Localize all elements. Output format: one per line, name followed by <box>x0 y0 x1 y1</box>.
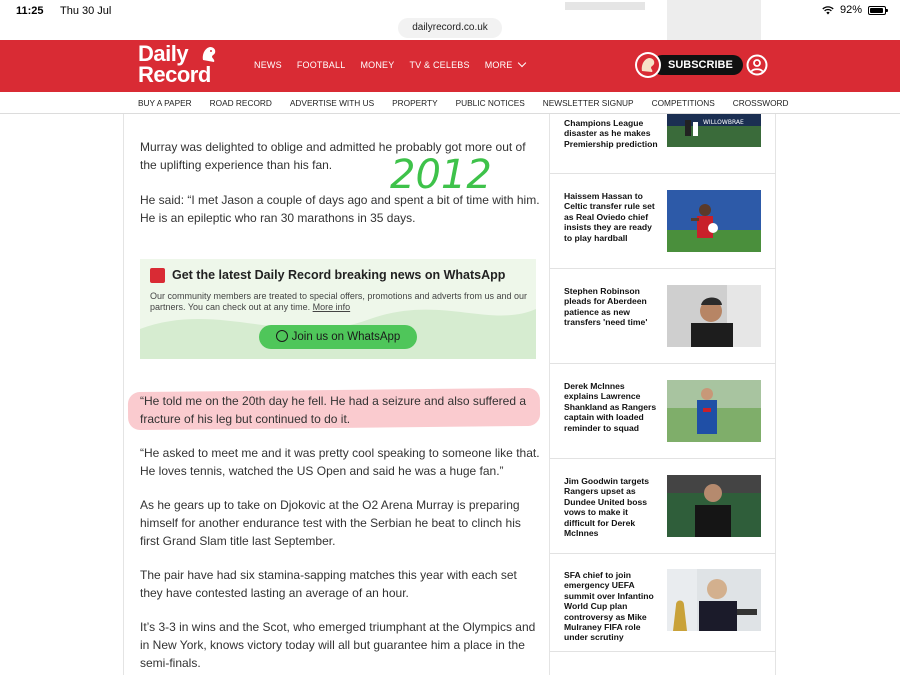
article-paragraph: As he gears up to take on Djokovic at the O2 Arena Murray is preparing himself for another endurance test with the Serbian he beat to clinch his first Grand Slam title last September. <box>140 498 521 548</box>
svg-text:WILLOWBRAE: WILLOWBRAE <box>703 119 744 126</box>
article-paragraph: He said: “I met Jason a couple of days ago and spent a bit of time with him. He is an epileptic who ran 30 marathons in 35 days. <box>140 193 540 225</box>
account-icon[interactable] <box>746 54 768 76</box>
sidebar-story-title: Haissem Hassan to Celtic transfer rule set as Real Oviedo chief insists they are ready to play hardball <box>564 191 655 243</box>
logo-line-2: Record <box>138 62 211 87</box>
article-paragraph: Murray was delighted to oblige and admitted he probably got more out of the uplifting experience than his fan. <box>140 140 526 172</box>
main-nav <box>254 60 525 70</box>
article-body <box>123 114 550 675</box>
sidebar-story[interactable] <box>550 269 776 364</box>
status-right <box>822 4 886 16</box>
lion-crest-icon <box>199 44 219 64</box>
url-bar[interactable]: dailyrecord.co.uk <box>398 18 502 38</box>
sidebar-story[interactable] <box>550 554 776 652</box>
dundee-boss-photo-icon <box>667 475 761 537</box>
article-paragraph: It’s 3-3 in wins and the Scot, who emerged triumphant at the Olympics and in New York, knows victory today will all but guarantee him a place in the semi-finals. <box>140 620 536 670</box>
sidebar-story-title: SFA chief to join emergency UEFA summit over Infantino World Cup plan controversy as Mike Mulraney FIFA role under scrutiny <box>564 570 654 643</box>
footballer-photo-icon <box>667 190 761 252</box>
join-whatsapp-label: Join us on WhatsApp <box>291 331 401 343</box>
subnav-newsletter[interactable]: NEWSLETTER SIGNUP <box>542 98 634 108</box>
battery-icon <box>868 6 886 15</box>
chevron-down-icon <box>517 59 525 67</box>
nav-money[interactable]: MONEY <box>360 60 395 70</box>
subnav-competitions[interactable]: COMPETITIONS <box>651 98 715 108</box>
lion-badge-icon <box>634 51 662 79</box>
sidebar-story[interactable] <box>550 364 776 459</box>
subnav-public-notices[interactable]: PUBLIC NOTICES <box>455 98 525 108</box>
daily-record-badge-icon <box>150 268 165 283</box>
sidebar-story-title: Champions League disaster as he makes Premiership prediction <box>564 118 658 149</box>
handwritten-text: 2012 <box>390 152 492 194</box>
sidebar-story[interactable] <box>550 459 776 554</box>
sidebar-story-title: Jim Goodwin targets Rangers upset as Dundee United boss vows to make it difficult for Derek McInnes <box>564 476 649 539</box>
whatsapp-icon <box>276 330 288 342</box>
article-paragraph: “He asked to meet me and it was pretty cool speaking to someone like that. He loves tennis, watched the US Open and said he was a huge fan.” <box>140 446 540 478</box>
sidebar-story[interactable] <box>550 114 776 174</box>
page-behind-thumbnail-icon <box>565 0 765 40</box>
sidebar-story-title: Derek McInnes explains Lawrence Shankland as Rangers captain with loaded reminder to squad <box>564 381 657 433</box>
football-pitch-thumbnail-icon <box>667 114 761 147</box>
article-paragraph: The pair have had six stamina-sapping matches this year with each set they have contested lasting an average of an hour. <box>140 568 517 600</box>
fifa-president-photo-icon <box>667 569 761 631</box>
status-bar <box>0 0 900 40</box>
battery-percent: 92% <box>839 4 862 16</box>
more-info-link[interactable]: More info <box>312 302 351 312</box>
whatsapp-text-body: Our community members are treated to special offers, promotions and adverts from us and our partners. You can check out at any time. <box>150 291 528 312</box>
whatsapp-promo <box>140 259 536 359</box>
subnav-crossword[interactable]: CROSSWORD <box>732 98 789 108</box>
site-header <box>0 40 900 92</box>
subscribe-label: SUBSCRIBE <box>652 55 743 75</box>
nav-more[interactable] <box>485 60 525 70</box>
subnav-road-record[interactable]: ROAD RECORD <box>209 98 272 108</box>
subnav-buy-a-paper[interactable]: BUY A PAPER <box>138 98 192 108</box>
sidebar-story[interactable] <box>550 174 776 269</box>
sidebar-story-title: Stephen Robinson pleads for Aberdeen patience as new transfers 'need time' <box>564 286 648 328</box>
article-paragraph: “He told me on the 20th day he fell. He had a seizure and also suffered a fracture of his leg but continued to do it. <box>140 394 527 426</box>
nav-news[interactable]: NEWS <box>254 60 282 70</box>
nav-tv-celebs[interactable]: TV & CELEBS <box>409 60 470 70</box>
status-time: 11:25 <box>16 5 44 17</box>
related-sidebar <box>550 114 776 675</box>
subscribe-button[interactable] <box>634 52 743 78</box>
status-date: Thu 30 Jul <box>60 5 112 17</box>
whatsapp-text <box>150 291 530 313</box>
whatsapp-title: Get the latest Daily Record breaking news on WhatsApp <box>172 268 506 282</box>
rangers-player-photo-icon <box>667 380 761 442</box>
secondary-nav <box>0 92 900 114</box>
nav-football[interactable]: FOOTBALL <box>296 60 346 70</box>
wifi-icon <box>822 6 834 15</box>
nav-more-label: MORE <box>484 60 513 70</box>
handwritten-2012-annotation <box>388 150 502 194</box>
subnav-advertise[interactable]: ADVERTISE WITH US <box>289 98 375 108</box>
join-whatsapp-button[interactable] <box>259 325 417 349</box>
subnav-property[interactable]: PROPERTY <box>392 98 438 108</box>
manager-photo-icon <box>667 285 761 347</box>
logo-line-1: Daily <box>138 41 189 66</box>
